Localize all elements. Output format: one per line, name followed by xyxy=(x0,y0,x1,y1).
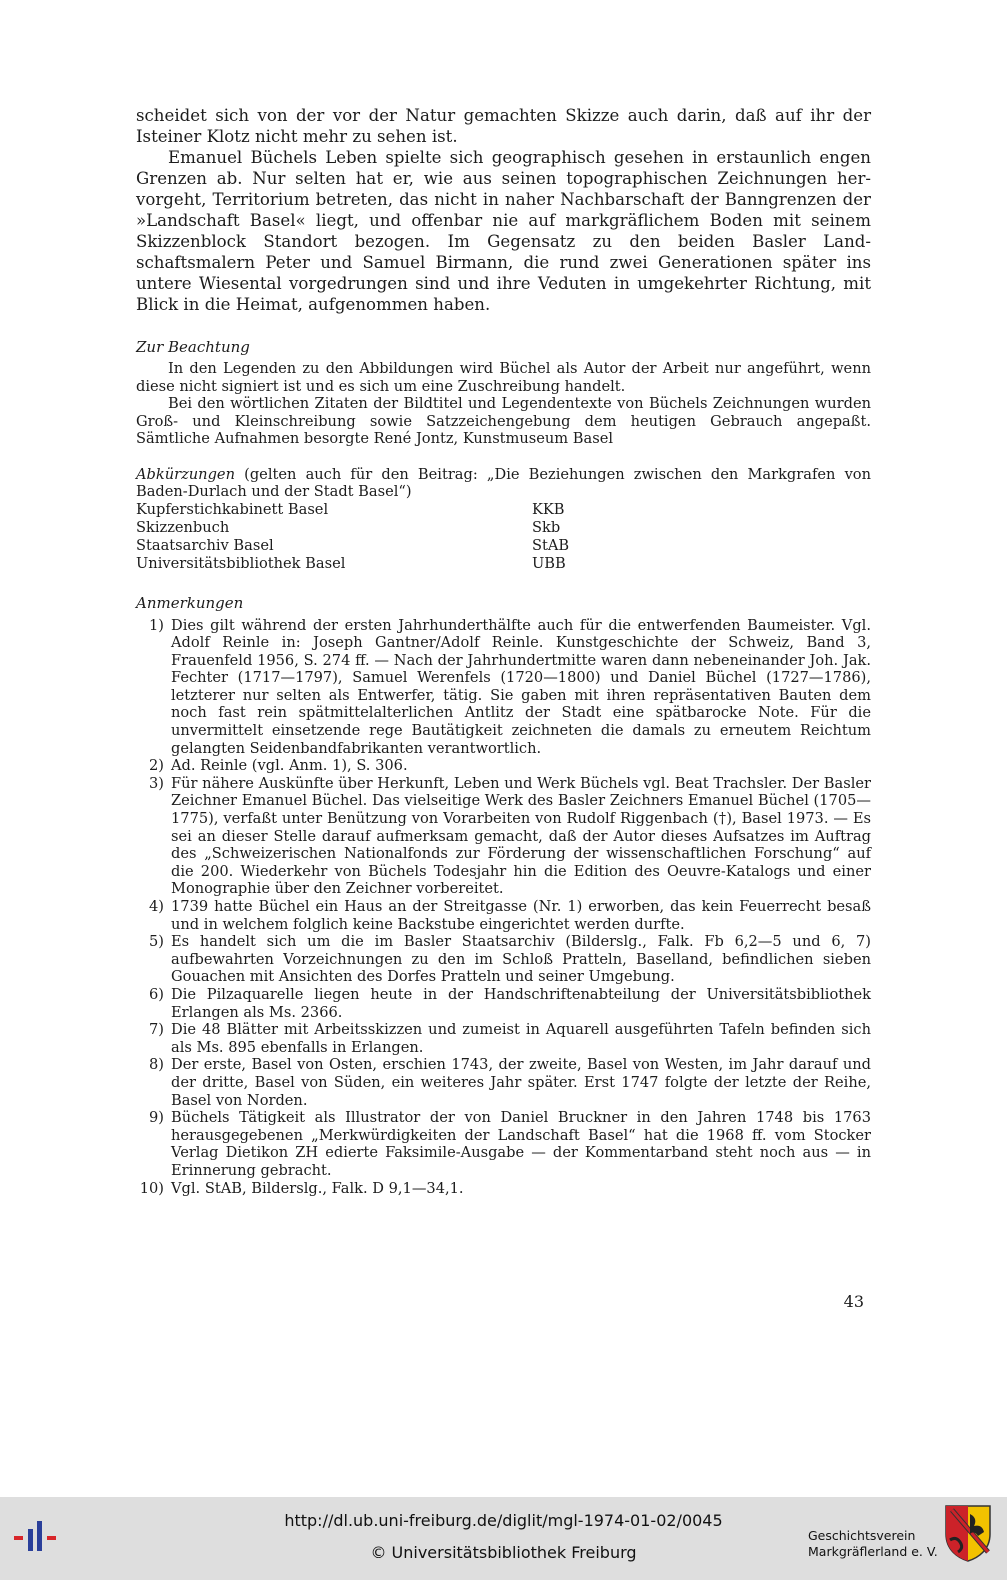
footnote-text: Ad. Reinle (vgl. Anm. 1), S. 306. xyxy=(171,757,408,775)
notes-heading: Anmerkungen xyxy=(136,593,244,612)
footnote-4 xyxy=(136,898,871,933)
footnote-5 xyxy=(136,933,871,986)
beachtung-paragraph-1: In den Legenden zu den Abbildungen wird Büchel als Autor der Arbeit nur angeführt, wenn diese nicht signiert ist und es sich um eine Zuschreibung handelt. xyxy=(136,360,871,395)
society-name xyxy=(808,1528,938,1560)
body-paragraph-2: Emanuel Büchels Leben spielte sich geographisch gesehen in erstaunlich engen Grenzen ab. Nur selten hat er, wie aus seinen topographischen Zeichnungen hervorgeht, Territorium betreten, das nicht in naher Nachbarschaft der Banngrenzen der »Landschaft Basel« liegt, und offenbar nie auf markgräflichem Boden mit seinem Skizzenblock Standort bezogen. Im Gegensatz zu den beiden Basler Landschaftsmalern Peter und Samuel Birmann, die rund zwei Generationen später ins untere Wiesental vorgedrungen sind und ihre Veduten in umgekehrter Richtung, mit Blick in die Heimat, aufgenommen haben. xyxy=(136,148,871,314)
society-name-line-1: Geschichtsverein xyxy=(808,1528,916,1543)
abbreviation-short: Skb xyxy=(532,518,561,536)
abbreviations-list xyxy=(136,501,871,573)
abbreviation-short: KKB xyxy=(532,500,565,518)
footnote-9 xyxy=(136,1109,871,1179)
footnote-2 xyxy=(136,757,871,775)
footnote-text: Die Pilzaquarelle liegen heute in der Handschriftenabteilung der Universitätsbibliothek Erlangen als Ms. 2366. xyxy=(171,985,871,1021)
abbreviations-heading: Abkürzungen xyxy=(136,465,235,483)
footnote-text: 1739 hatte Büchel ein Haus an der Streitgasse (Nr. 1) erworben, das kein Feuerrecht besaß und in welchem folglich keine Backstube eingerichtet werden durfte. xyxy=(171,898,871,933)
coat-of-arms-icon xyxy=(944,1504,992,1562)
footnote-text: Dies gilt während der ersten Jahrhunderthälfte auch für die entwerfenden Baumeister. Vgl. Adolf Reinle in: Joseph Gantner/Adolf Reinle. Kunstgeschichte der Schweiz, Band 3, Frauenfeld 1956, S. 274 ff. — Nach der Jahrhundertmitte waren dann nebeneinander Joh. Jak. Fechter (1717—1797), Samuel Werenfels (1720—1800) und Daniel Büchel (1727—1786), letzterer nur selten als Entwerfer, tätig. Sie gaben mit ihren repräsentativen Bauten dem noch fast rein spätmittelalterlichen Antlitz der Stadt eine spätbarocke Note. Für die unvermittelt einsetzende rege Bautätigkeit zeichneten die damals zu erneutem Reichtum gelangten Seidenbandfabrikanten verantwortlich. xyxy=(171,616,871,757)
document-page xyxy=(136,105,871,1197)
footnote-text: Die 48 Blätter mit Arbeitsskizzen und zumeist in Aquarell ausgeführten Tafeln befinden sich als Ms. 895 ebenfalls in Erlangen. xyxy=(171,1021,871,1056)
footnote-text: Für nähere Auskünfte über Herkunft, Leben und Werk Büchels vgl. Beat Trachsler. Der Basler Zeichner Emanuel Büchel. Das vielseitige Werk des Basler Zeichners Emanuel Büchel (1705—1775), verfaßt unter Benützung von Vorarbeiten von Rudolf Riggenbach (†), Basel 1973. — Es sei an dieser Stelle darauf aufmerksam gemacht, daß der Autor dieses Aufsatzes im Auftrag des „Schweizerischen Nationalfonds zur Förderung der wissenschaftlichen Forschung“ auf die 200. Wiederkehr von Büchels Todesjahr hin die Edition des Oeuvre-Katalogs und einer Monographie über den Zeichner vorbereitet. xyxy=(171,774,871,898)
footnote-text: Es handelt sich um die im Basler Staatsarchiv (Bilderslg., Falk. Fb 6,2—5 und 6, 7) aufbewahrten Vorzeichnungen zu den im Schloß Pratteln, Baselland, befindlichen sieben Gouachen mit Ansichten des Dorfes Pratteln und seiner Umgebung. xyxy=(171,933,871,986)
footnote-number: 2) xyxy=(149,757,164,775)
footnote-number: 9) xyxy=(149,1109,164,1127)
beachtung-heading: Zur Beachtung xyxy=(136,338,250,356)
footnote-6 xyxy=(136,986,871,1021)
footnote-number: 5) xyxy=(149,933,164,951)
page-number: 43 xyxy=(843,1292,864,1311)
body-paragraph-1: scheidet sich von der vor der Natur gemachten Skizze auch darin, daß auf ihr der Isteiner Klotz nicht mehr zu sehen ist. xyxy=(136,106,871,146)
abbreviation-short: UBB xyxy=(532,554,566,572)
abbreviations-note: (gelten auch für den Beitrag: „Die Beziehungen zwischen den Markgrafen von Baden-Durlach und der Stadt Basel“) xyxy=(136,465,871,500)
footnote-1 xyxy=(136,617,871,758)
footnote-text: Vgl. StAB, Bilderslg., Falk. D 9,1—34,1. xyxy=(171,1179,464,1197)
footnote-number: 10) xyxy=(139,1179,164,1197)
source-url-link[interactable]: http://dl.ub.uni-freiburg.de/diglit/mgl-1974-01-02/0045 xyxy=(284,1511,723,1530)
abbreviation-term: Kupferstichkabinett Basel xyxy=(136,500,329,518)
footnote-10 xyxy=(136,1180,871,1198)
footnote-8 xyxy=(136,1056,871,1109)
abbreviations-intro xyxy=(136,466,871,501)
footnote-number: 8) xyxy=(149,1056,164,1074)
footnote-number: 3) xyxy=(149,774,164,792)
abbreviation-term: Universitätsbibliothek Basel xyxy=(136,554,346,572)
abbreviation-term: Staatsarchiv Basel xyxy=(136,536,274,554)
footnote-3 xyxy=(136,775,871,898)
copyright-text: © Universitätsbibliothek Freiburg xyxy=(370,1543,637,1562)
footer-bar xyxy=(0,1497,1007,1580)
footnote-number: 7) xyxy=(149,1021,164,1039)
footnote-number: 1) xyxy=(149,616,164,634)
footnote-7 xyxy=(136,1021,871,1056)
footnote-text: Der erste, Basel von Osten, erschien 1743, der zweite, Basel von Westen, im Jahr darauf und der dritte, Basel von Süden, ein weiteres Jahr später. Erst 1747 folgte der letzte der Reihe, Basel von Norden. xyxy=(171,1056,871,1109)
society-name-line-2: Markgräflerland e. V. xyxy=(808,1544,938,1559)
footnote-number: 6) xyxy=(149,985,164,1003)
beachtung-paragraph-2: Bei den wörtlichen Zitaten der Bildtitel und Legendentexte von Büchels Zeichnungen wurden Groß- und Kleinschreibung sowie Satzzeichengebung dem heutigen Gebrauch angepaßt. Sämtliche Aufnahmen besorgte René Jontz, Kunstmuseum Basel xyxy=(136,395,871,447)
abbreviation-short: StAB xyxy=(532,536,570,554)
footnote-number: 4) xyxy=(149,898,164,915)
abbreviation-term: Skizzenbuch xyxy=(136,518,230,536)
footnote-text: Büchels Tätigkeit als Illustrator der von Daniel Bruckner in den Jahren 1748 bis 1763 herausgegebenen „Merkwürdigkeiten der Landschaft Basel“ hat die 1968 ff. vom Stocker Verlag Dietikon ZH edierte Faksimile-Ausgabe — der Kommentarband steht noch aus — in Erinnerung gebracht. xyxy=(171,1109,871,1179)
